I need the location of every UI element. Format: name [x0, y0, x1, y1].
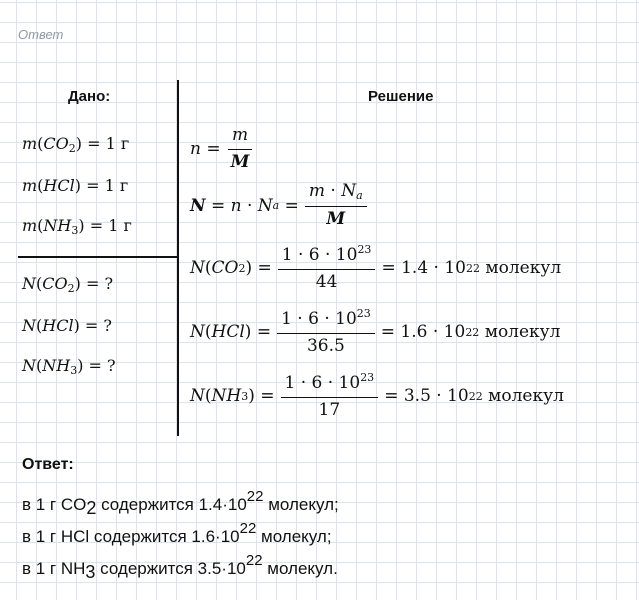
fraction: $\frac{1 \cdot 6 \cdot 10^{23}}{36.5}$ [277, 308, 375, 356]
fraction: $\frac{m \cdot N_a}{M}$ [305, 182, 367, 229]
formula-N: N = n · N a = $\frac{m \cdot N_a}{M}$ [190, 182, 373, 229]
unknown-item: $N(CO_2)$ = ? [22, 274, 114, 295]
fraction: $\frac{1 \cdot 6 \cdot 10^{23}}{17}$ [281, 372, 379, 420]
answer-title: Ответ: [22, 456, 74, 473]
vertical-divider [177, 80, 179, 436]
result-nh3: N ( NH 3 ) = $\frac{1 \cdot 6 \cdot 10^{23}}{17}$ = 3.5 · 10 22 молекул [190, 371, 564, 420]
fraction: $\frac{m}{M}$ [227, 126, 254, 172]
result-hcl: N ( HCl ) = $\frac{1 \cdot 6 \cdot 10^{23}}{36.5}$ = 1.6 · 10 22 молекул [190, 307, 561, 356]
given-title: Дано: [68, 88, 111, 105]
unknown-item: $N(NH_3)$ = ? [22, 356, 116, 377]
horizontal-divider [18, 256, 178, 258]
given-item: $m(CO_2) = 1$ г [22, 134, 130, 155]
solution-title: Решение [368, 88, 434, 105]
given-item: m(HCl) = 1 г [22, 176, 129, 195]
unknown-item: N(HCl) = ? [22, 316, 112, 335]
formula-n: n = $\frac{m}{M}$ [190, 126, 259, 172]
answer-line: в 1 г $NH_3$ содержится $3.5\cdot 10^{22}$ молекул. [22, 552, 338, 582]
result-co2: N ( CO 2 ) = $\frac{1 \cdot 6 \cdot 10^{23}}{44}$ = 1.4 · 10 22 молекул [190, 243, 562, 292]
fraction: $\frac{1 \cdot 6 \cdot 10^{23}}{44}$ [278, 244, 376, 292]
answer-line: в 1 г $CO_2$ содержится $1.4\cdot 10^{22}$ молекул; [22, 488, 339, 518]
given-item: $m(NH_3) = 1$ г [22, 216, 132, 237]
header-label: Ответ [18, 27, 64, 42]
answer-line: в 1 г HCl содержится $1.6\cdot 10^{22}$ молекул; [22, 520, 332, 546]
